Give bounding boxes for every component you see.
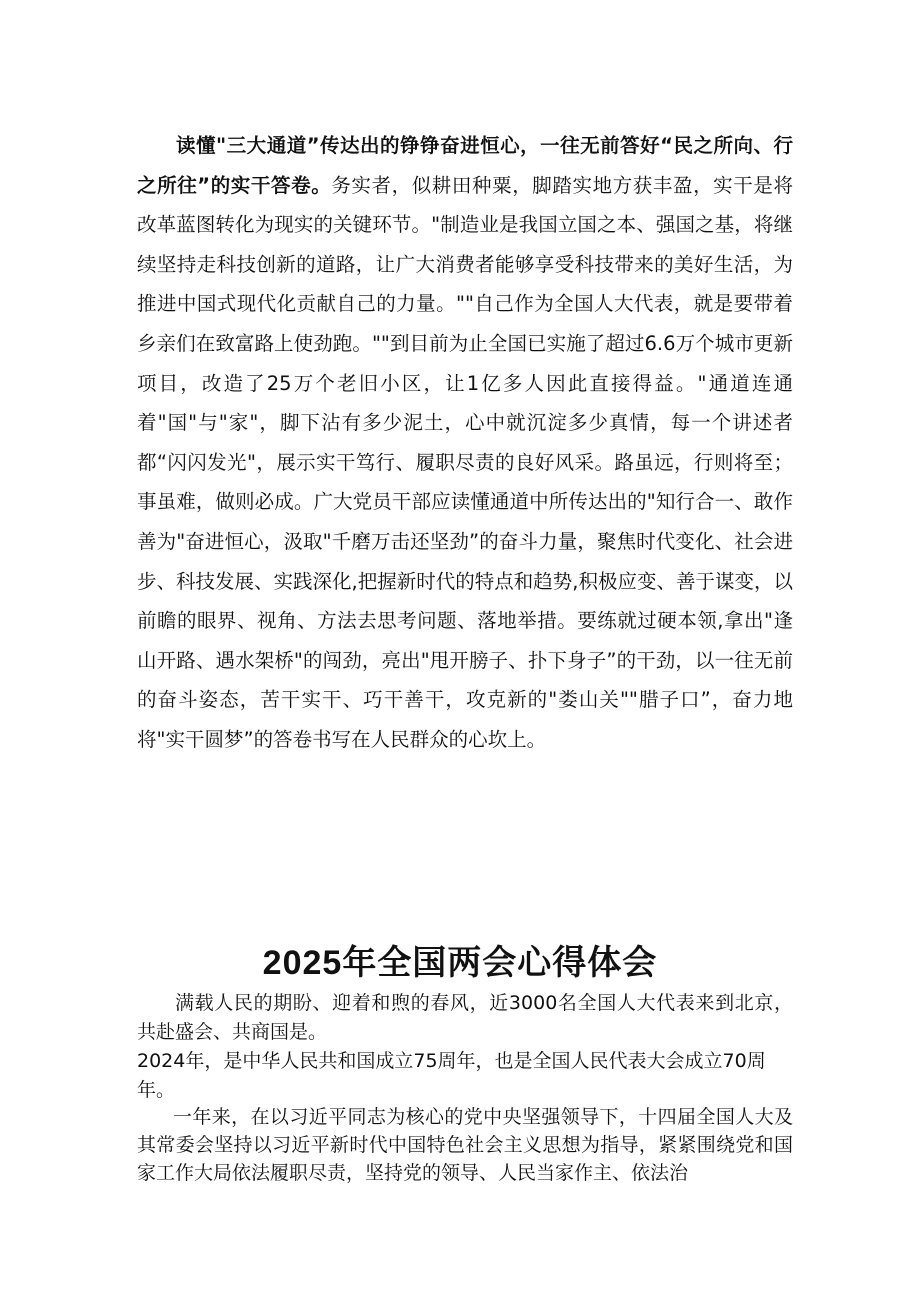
title-year: 2025 (262, 944, 343, 982)
lead-sentence: 读懂"三大通道”传达出的铮铮奋进恒心，一往无前答好“民之所向、行之所往”的实干答卷。 (137, 134, 793, 197)
review-paragraph: 一年来，在以习近平同志为核心的党中央坚强领导下，十四届全国人大及其常委会坚持以习近平新时代中国特色社会主义思想为指导，紧紧围绕党和国家工作大局依法履职尽责，坚持党的领导、人民当家作主、依法治 (137, 1106, 793, 1184)
title-text: 年全国两会心得体会 (342, 943, 658, 983)
article-title (0, 935, 920, 991)
intro-paragraph: 满载人民的期盼、迎着和煦的春风，近3000名全国人大代表来到北京，共赴盛会、共商国是。 (137, 992, 793, 1043)
anniversary-paragraph: 2024年，是中华人民共和国成立75周年，也是全国人民代表大会成立70周年。 (137, 1050, 766, 1101)
article-paragraph (137, 126, 793, 760)
paragraph-body: 务实者，似耕田种粟，脚踏实地方获丰盈，实干是将改革蓝图转化为现实的关键环节。"制造业是我国立国之本、强国之基，将继续坚持走科技创新的道路，让广大消费者能够享受科技带来的美好生活，为推进中国式现代化贡献自己的力量。""自己作为全国人大代表，就是要带着乡亲们在致富路上使劲跑。""到目前为止全国已实施了超过6.6万个城市更新项目，改造了25万个老旧小区，让1亿多人因此直接得益。"通道连通着"国"与"家"，脚下沾有多少泥土，心中就沉淀多少真情，每一个讲述者都“闪闪发光"，展示实干笃行、履职尽责的良好风采。路虽远，行则将至；事虽难，做则必成。广大党员干部应读懂通道中所传达出的"知行合一、敢作善为"奋进恒心，汲取"千磨万击还坚劲”的奋斗力量，聚焦时代变化、社会进步、科技发展、实践深化,把握新时代的特点和趋势,积极应变、善于谋变，以前瞻的眼界、视角、方法去思考问题、落地举措。要练就过硬本领,拿出"逢山开路、遇水架桥"的闯劲，亮出"甩开膀子、扑下身子”的干劲，以一往无前的奋斗姿态，苦干实干、巧干善干，攻克新的"娄山关""腊子口”，奋力地将"实干圆梦”的答卷书写在人民群众的心坎上。 (137, 173, 793, 751)
